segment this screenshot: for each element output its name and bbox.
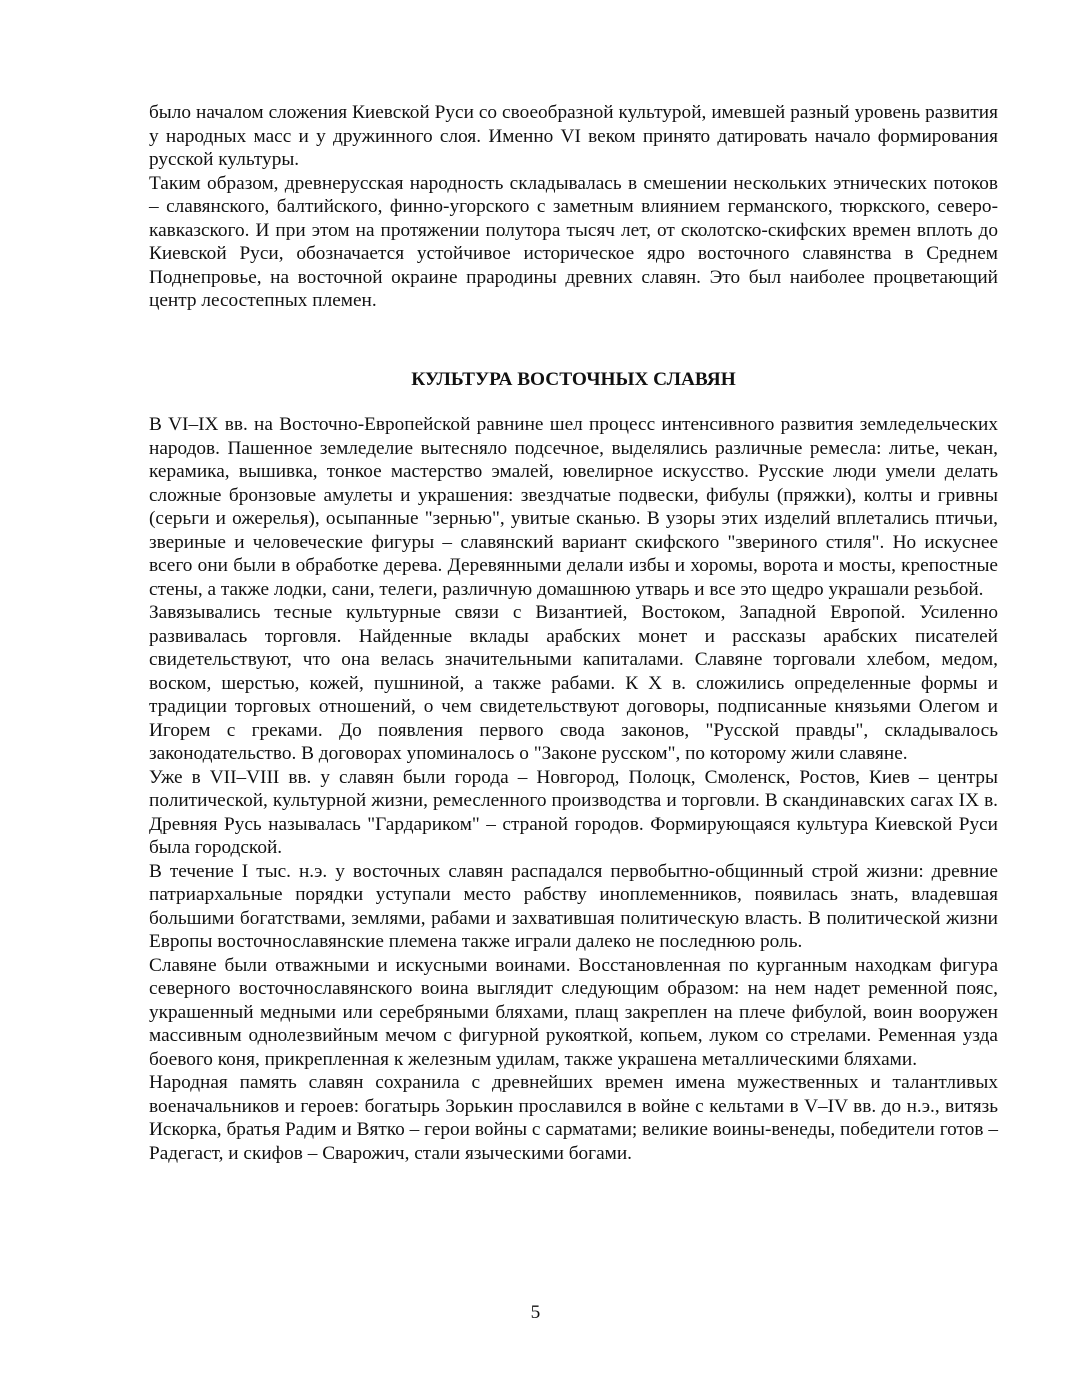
page-number: 5 — [530, 1302, 541, 1323]
document-page — [149, 101, 998, 1165]
section-heading: КУЛЬТУРА ВОСТОЧНЫХ СЛАВЯН — [411, 368, 736, 390]
paragraph: Славяне были отважными и искусными воинами. Восстановленная по курганным находкам фигура северного восточнославянского воина выглядит следующим образом: на нем надет ременной пояс, украшенный медными или серебряными бляхами, плащ закреплен на плече фибулой, воин вооружен массивным однолезвийным мечом с фигурной рукояткой, копьем, луком со стрелами. Ременная узда боевого коня, прикрепленная к железным удилам, также украшена металлическими бляхами. — [149, 954, 998, 1070]
spacer — [149, 391, 998, 413]
paragraph: В VI–IX вв. на Восточно-Европейской равнине шел процесс интенсивного развития земледельческих народов. Пашенное земледелие вытесняло подсечное, выделялись различные ремесла: литье, чекан, керамика, вышивка, тонкое мастерство эмалей, ювелирное искусство. Русские люди умели делать сложные бронзовые амулеты и украшения: звездчатые подвески, фибулы (пряжки), колты и гривны (серьги и ожерелья), осыпанные "зернью", увитые сканью. В узоры этих изделий вплетались птичьи, звериные и человеческие фигуры – славянский вариант скифского "звериного стиля". Но искуснее всего они были в обработке дерева. Деревянными делали избы и хоромы, ворота и мосты, крепостные стены, а также лодки, сани, телеги, различную домашнюю утварь и все это щедро украшали резьбой. — [149, 414, 998, 600]
spacer — [149, 313, 998, 368]
paragraph: было началом сложения Киевской Руси со своеобразной культурой, имевшей разный уровень развития у народных масс и у дружинного слоя. Именно VI веком принято датировать начало формирования русской культуры. — [149, 102, 998, 170]
paragraph: Уже в VII–VIII вв. у славян были города – Новгород, Полоцк, Смоленск, Ростов, Киев – центры политической, культурной жизни, ремесленного производства и торговли. В скандинавских сагах IX в. Древняя Русь называлась "Гардариком" – страной городов. Формирующаяся культура Киевской Руси была городской. — [149, 766, 998, 858]
paragraph: Народная память славян сохранила с древнейших времен имена мужественных и талантливых военачальников и героев: богатырь Зорькин прославился в войне с кельтами в V–IV вв. до н.э., витязь Искорка, братья Радим и Вятко – герои войны с сарматами; великие воины-венеды, победители готов – Радегаст, и скифов – Сварожич, стали языческими богами. — [149, 1072, 998, 1164]
paragraph: В течение I тыс. н.э. у восточных славян распадался первобытно-общинный строй жизни: древние патриархальные порядки уступали место рабству иноплеменников, появилась знать, владевшая большими богатствами, землями, рабами и захватившая политическую власть. В политической жизни Европы восточнославянские племена также играли далеко не последнюю роль. — [149, 860, 998, 952]
paragraph: Завязывались тесные культурные связи с Византией, Востоком, Западной Европой. Усиленно развивалась торговля. Найденные вклады арабских монет и рассказы арабских писателей свидетельствуют, что она велась значительными капиталами. Славяне торговали хлебом, медом, воском, шерстью, кожей, пушниной, а также рабами. К X в. сложились определенные формы и традиции торговых отношений, о чем свидетельствуют договоры, подписанные князьями Олегом и Игорем с греками. До появления первого свода законов, "Русской правды", складывалось законодательство. В договорах упоминалось о "Законе русском", по которому жили славяне. — [149, 602, 998, 764]
paragraph: Таким образом, древнерусская народность складывалась в смешении нескольких этнических потоков – славянского, балтийского, финно-угорского с заметным влиянием германского, тюркского, северо-кавказского. И при этом на протяжении полутора тысяч лет, от сколотско-скифских времен вплоть до Киевской Руси, обозначается устойчивое историческое ядро восточного славянства в Среднем Поднепровье, на восточной окраине прародины древних славян. Это был наиболее процветающий центр лесостепных племен. — [149, 172, 998, 311]
